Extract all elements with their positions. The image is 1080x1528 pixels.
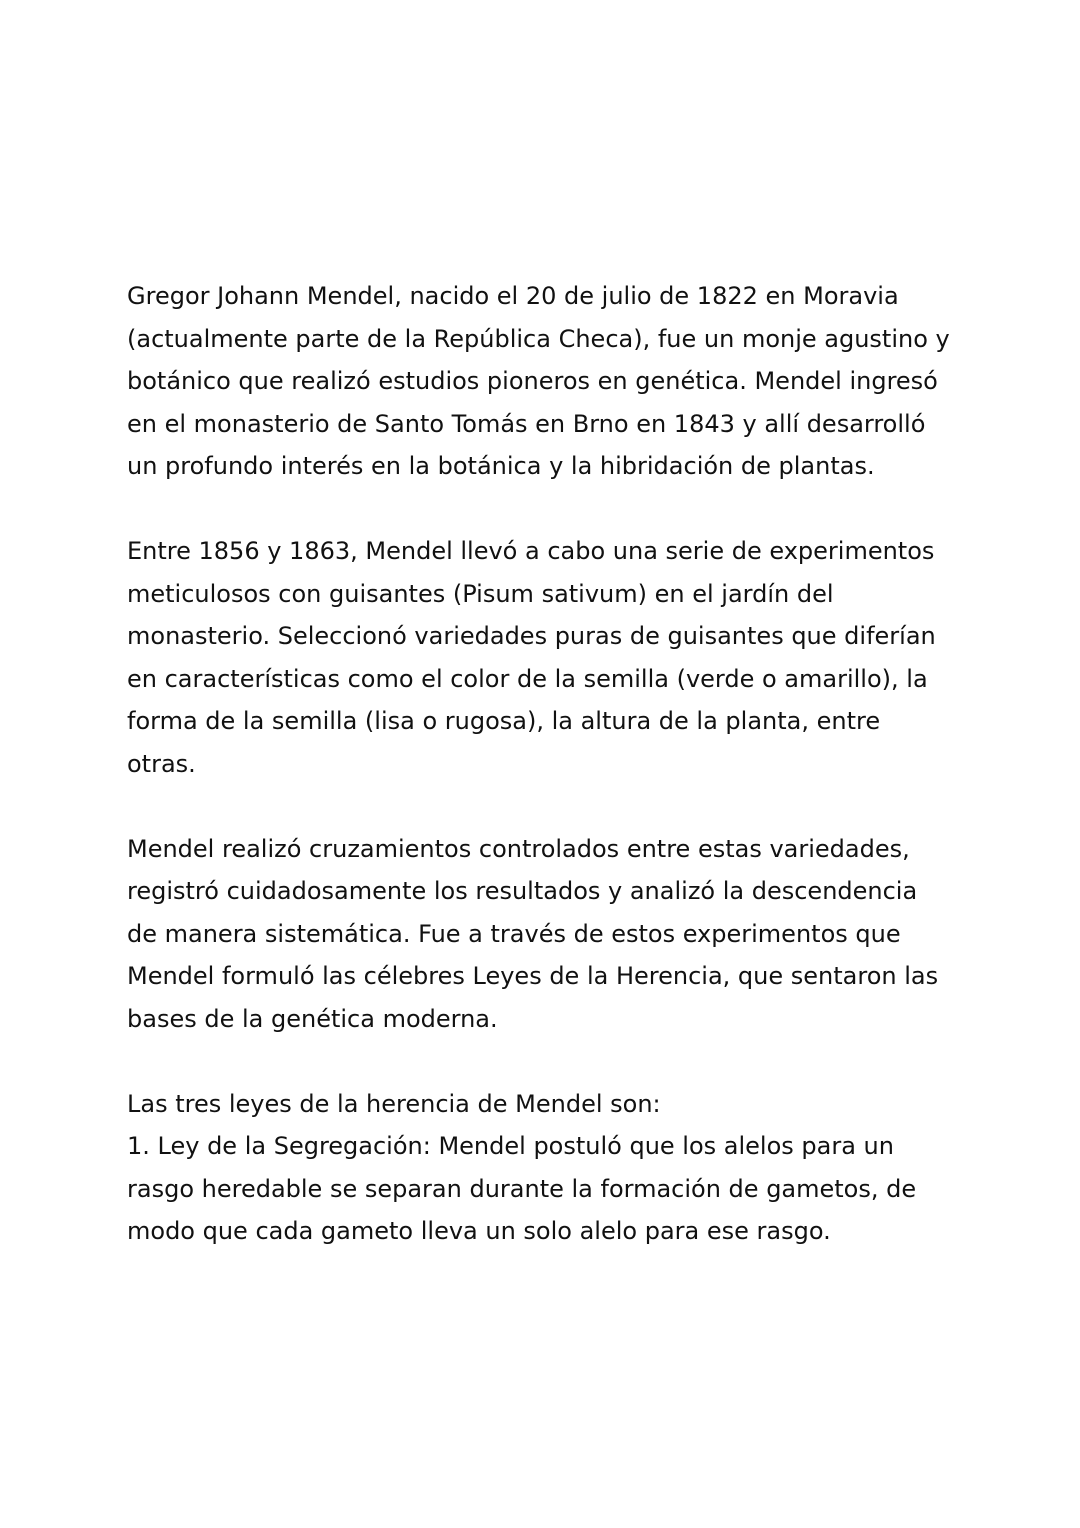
text-line: registró cuidadosamente los resultados y analizó la descendencia [127, 877, 918, 905]
text-line: 1. Ley de la Segregación: Mendel postuló que los alelos para un [127, 1132, 894, 1160]
document-body [127, 275, 967, 1253]
text-line: monasterio. Seleccionó variedades puras de guisantes que diferían [127, 622, 936, 650]
text-line: en características como el color de la semilla (verde o amarillo), la [127, 664, 928, 693]
text-line: Entre 1856 y 1863, Mendel llevó a cabo una serie de experimentos [127, 537, 935, 565]
text-line: meticulosos con guisantes (Pisum sativum) en el jardín del [127, 579, 834, 608]
paragraph-biography [127, 275, 967, 488]
text-line: un profundo interés en la botánica y la hibridación de plantas. [127, 452, 875, 480]
text-line: rasgo heredable se separan durante la formación de gametos, de [127, 1174, 917, 1203]
text-line: Mendel realizó cruzamientos controlados entre estas variedades, [127, 834, 910, 863]
text-line: de manera sistemática. Fue a través de estos experimentos que [127, 919, 901, 948]
text-line: otras. [127, 749, 196, 778]
paragraph-experiments [127, 530, 967, 785]
text-line: (actualmente parte de la República Checa), fue un monje agustino y [127, 324, 950, 353]
text-line: modo que cada gameto lleva un solo alelo para ese rasgo. [127, 1217, 831, 1245]
paragraph-laws [127, 1083, 967, 1253]
text-line: en el monasterio de Santo Tomás en Brno en 1843 y allí desarrolló [127, 409, 926, 438]
text-line: bases de la genética moderna. [127, 1004, 498, 1033]
text-line: botánico que realizó estudios pioneros en genética. Mendel ingresó [127, 367, 938, 395]
text-line: Las tres leyes de la herencia de Mendel son: [127, 1089, 661, 1118]
text-line: Mendel formuló las célebres Leyes de la Herencia, que sentaron las [127, 962, 939, 990]
text-line: forma de la semilla (lisa o rugosa), la altura de la planta, entre [127, 707, 881, 735]
paragraph-crosses [127, 828, 967, 1041]
text-line: Gregor Johann Mendel, nacido el 20 de julio de 1822 en Moravia [127, 282, 899, 310]
